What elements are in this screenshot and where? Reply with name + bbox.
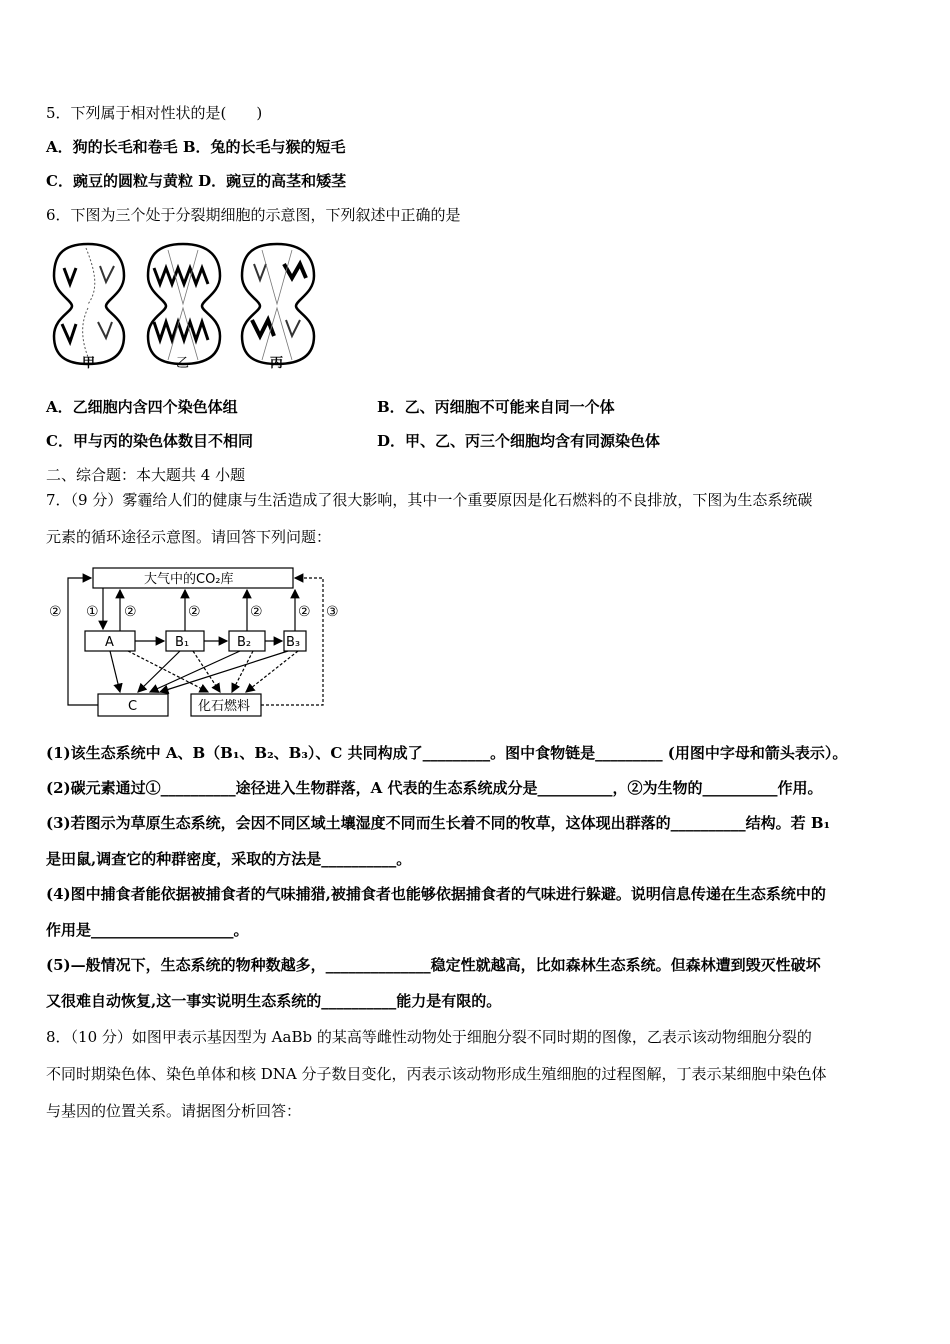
q8-stem-3: 与基因的位置关系。请据图分析回答： <box>46 1102 302 1120</box>
q6-option-c: C．甲与丙的染色体数目不相同 <box>46 432 253 450</box>
section-2-title: 二、综合题：本大题共 4 小题 <box>46 466 246 484</box>
q7-sub-4-line-2: 作用是___________________。 <box>46 921 249 939</box>
arrow-label-1: ① <box>86 604 99 620</box>
q6-option-b: B．乙、丙细胞不可能来自同一个体 <box>377 398 615 416</box>
arrow-label-2-b2: ② <box>250 604 263 620</box>
arrow-label-2-c: ② <box>49 604 62 620</box>
q5-options-cd: C．豌豆的圆粒与黄粒 D．豌豆的高茎和矮茎 <box>46 172 347 190</box>
q6-option-a: A．乙细胞内含四个染色体组 <box>46 398 238 416</box>
q8-stem-1: 8．（10 分）如图甲表示基因型为 AaBb 的某高等雌性动物处于细胞分裂不同时期的图像，乙表示该动物细胞分裂的 <box>46 1028 812 1046</box>
q7-sub-5-line-1: (5)—般情况下，生态系统的物种数越多，______________稳定性就越高，比如森林生态系统。但森林遭到毁灭性破坏 <box>46 956 821 974</box>
cell-label-bing: 丙 <box>270 356 284 371</box>
node-b1-label: B₁ <box>175 635 190 650</box>
q7-sub-4-line-1: (4)图中捕食者能依据被捕食者的气味捕猎,被捕食者也能够依据捕食者的气味进行躲避。说明信息传递在生态系统中的 <box>46 885 826 903</box>
q5-stem: 5．下列属于相对性状的是( ) <box>46 104 263 122</box>
q7-stem-1: 7．（9 分）雾霾给人们的健康与生活造成了很大影响，其中一个重要原因是化石燃料的不良排放，下图为生态系统碳 <box>46 491 813 509</box>
q7-sub-3-line-2: 是田鼠,调查它的种群密度，采取的方法是__________。 <box>46 850 412 868</box>
q7-stem-2: 元素的循环途径示意图。请回答下列问题： <box>46 528 332 546</box>
node-a-label: A <box>105 635 114 650</box>
cell-bing <box>242 244 314 364</box>
arrow-label-2-a: ② <box>124 604 137 620</box>
node-b2-label: B₂ <box>237 635 252 650</box>
q5-options-ab: A．狗的长毛和卷毛 B．兔的长毛与猴的短毛 <box>46 138 346 156</box>
node-b3-label: B₃ <box>286 635 301 650</box>
q6-stem: 6．下图为三个处于分裂期细胞的示意图，下列叙述中正确的是 <box>46 206 461 224</box>
cell-division-figure <box>48 238 328 373</box>
q7-sub-3-line-1: (3)若图示为草原生态系统，会因不同区域土壤湿度不同而生长着不同的牧草，这体现出群落的__________结构。若 B₁ <box>46 814 831 832</box>
node-c-label: C <box>128 699 138 714</box>
q7-sub-2: (2)碳元素通过①__________途径进入生物群落，A 代表的生态系统成分是__________，②为生物的__________作用。 <box>46 779 823 797</box>
q7-sub-5-line-2: 又很难自动恢复,这一事实说明生态系统的__________能力是有限的。 <box>46 992 502 1010</box>
cell-label-jia: 甲 <box>82 356 96 371</box>
q8-stem-2: 不同时期染色体、染色单体和核 DNA 分子数目变化，丙表示该动物形成生殖细胞的过程图解，丁表示某细胞中染色体 <box>46 1065 827 1083</box>
q6-option-d: D．甲、乙、丙三个细胞均含有同源染色体 <box>377 432 661 450</box>
arrow-label-2-b3: ② <box>298 604 311 620</box>
cell-yi <box>148 244 220 364</box>
fossil-fuel-label: 化石燃料 <box>198 699 251 714</box>
arrow-label-2-b1: ② <box>188 604 201 620</box>
cell-label-yi: 乙 <box>176 356 190 371</box>
arrow-label-3: ③ <box>326 604 339 620</box>
q7-sub-1: (1)该生态系统中 A、B（B₁、B₂、B₃）、C 共同构成了_________。图中食物链是_________ (用图中字母和箭头表示）。 <box>46 744 848 762</box>
cell-jia <box>54 244 124 364</box>
carbon-cycle-diagram <box>48 565 348 720</box>
atmosphere-label: 大气中的CO₂库 <box>144 572 234 587</box>
